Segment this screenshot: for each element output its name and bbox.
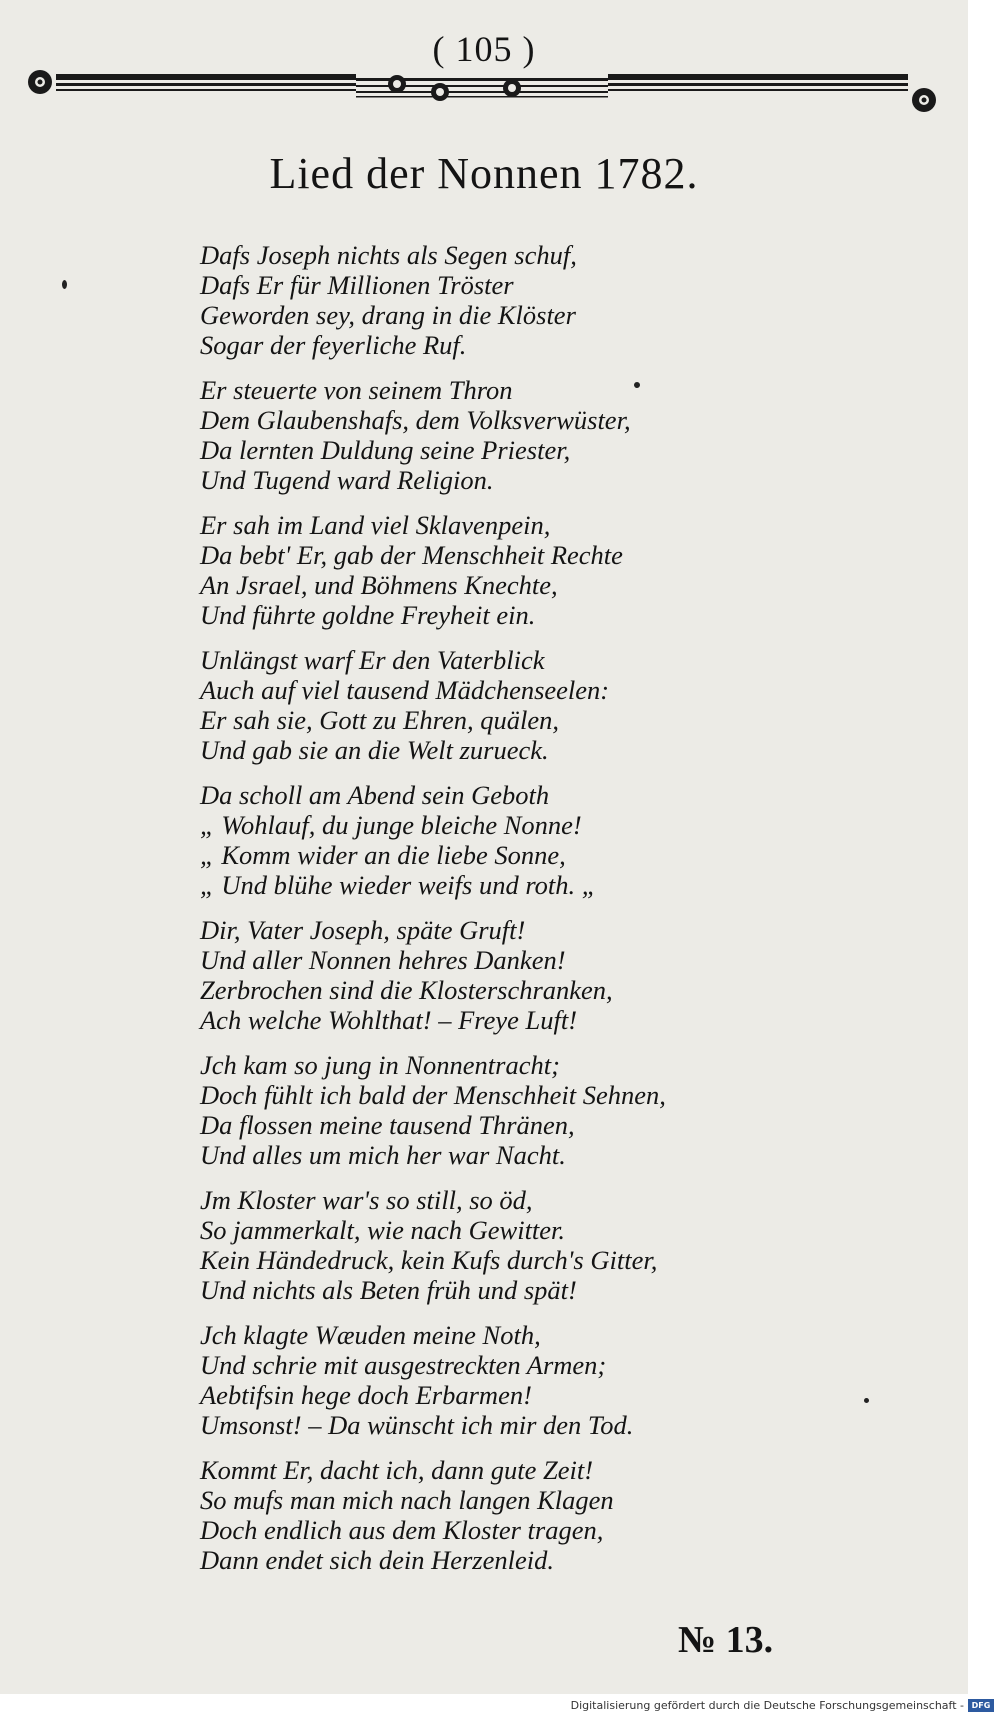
- verse-line: Da bebt' Er, gab der Menschheit Rechte: [200, 540, 623, 570]
- ornamental-rule: [22, 70, 942, 120]
- stanza: [200, 1320, 940, 1440]
- verse-line: „ Und blühe wieder weifs und roth. „: [200, 870, 597, 900]
- page-number: ( 105 ): [432, 29, 536, 69]
- funding-notice: Digitalisierung gefördert durch die Deutsche Forschungsgemeinschaft -: [570, 1699, 964, 1712]
- ink-speck: [634, 382, 640, 388]
- verse-line: Er sah sie, Gott zu Ehren, quälen,: [200, 705, 559, 735]
- verse-line: Und führte goldne Freyheit ein.: [200, 600, 536, 630]
- verse-line: Dann endet sich dein Herzenleid.: [200, 1545, 554, 1575]
- stanza: [200, 1050, 940, 1170]
- verse-line: Dir, Vater Joseph, späte Gruft!: [200, 915, 526, 945]
- verse-line: Und gab sie an die Welt zurueck.: [200, 735, 549, 765]
- verse-line: „ Komm wider an die liebe Sonne,: [200, 840, 566, 870]
- verse-line: So mufs man mich nach langen Klagen: [200, 1485, 614, 1515]
- stanza: [200, 645, 940, 765]
- verse-line: Und aller Nonnen hehres Danken!: [200, 945, 566, 975]
- verse-line: Kommt Er, dacht ich, dann gute Zeit!: [200, 1455, 594, 1485]
- verse-line: An Jsrael, und Böhmens Knechte,: [200, 570, 558, 600]
- verse-line: Zerbrochen sind die Klosterschranken,: [200, 975, 613, 1005]
- verse-line: Geworden sey, drang in die Klöster: [200, 300, 576, 330]
- verse-line: Und schrie mit ausgestreckten Armen;: [200, 1350, 607, 1380]
- verse-line: So jammerkalt, wie nach Gewitter.: [200, 1215, 566, 1245]
- verse-line: Ach welche Wohlthat! – Freye Luft!: [200, 1005, 578, 1035]
- verse-line: „ Wohlauf, du junge bleiche Nonne!: [200, 810, 582, 840]
- verse-line: Doch endlich aus dem Kloster tragen,: [200, 1515, 604, 1545]
- verse-line: Dafs Joseph nichts als Segen schuf,: [200, 240, 577, 270]
- ink-speck: [62, 280, 67, 289]
- stanza: [200, 780, 940, 900]
- verse-line: Und alles um mich her war Nacht.: [200, 1140, 566, 1170]
- verse-line: Umsonst! – Da wünscht ich mir den Tod.: [200, 1410, 634, 1440]
- verse-line: Und Tugend ward Religion.: [200, 465, 494, 495]
- verse-line: Da flossen meine tausend Thränen,: [200, 1110, 575, 1140]
- stanza: [200, 1455, 940, 1575]
- rosette-right-icon: [912, 88, 936, 112]
- verse-line: Doch fühlt ich bald der Menschheit Sehnen,: [200, 1080, 666, 1110]
- verse-line: Aebtifsin hege doch Erbarmen!: [200, 1380, 532, 1410]
- stanza: [200, 240, 940, 360]
- verse-line: Er steuerte von seinem Thron: [200, 375, 513, 405]
- verse-line: Kein Händedruck, kein Kufs durch's Gitter,: [200, 1245, 658, 1275]
- verse-line: Da lernten Duldung seine Priester,: [200, 435, 571, 465]
- dfg-logo: DFG: [968, 1699, 994, 1712]
- stanza: [200, 375, 940, 495]
- verse-line: Auch auf viel tausend Mädchenseelen:: [200, 675, 610, 705]
- footer-bar: [0, 1696, 1000, 1716]
- stanza: [200, 915, 940, 1035]
- verse-line: Jch klagte Wæuden meine Noth,: [200, 1320, 541, 1350]
- rosette-left-icon: [28, 70, 52, 94]
- poem-title: Lied der Nonnen 1782.: [269, 149, 699, 198]
- verse-line: Unlängst warf Er den Vaterblick: [200, 645, 545, 675]
- verse-line: Sogar der feyerliche Ruf.: [200, 330, 467, 360]
- verse-line: Da scholl am Abend sein Geboth: [200, 780, 550, 810]
- verse-line: Und nichts als Beten früh und spät!: [200, 1275, 577, 1305]
- verse-line: Dafs Er für Millionen Tröster: [200, 270, 514, 300]
- verse-line: Dem Glaubenshafs, dem Volksverwüster,: [200, 405, 631, 435]
- stanza: [200, 510, 940, 630]
- poem-body: [200, 240, 940, 1590]
- signature-number: № 13.: [678, 1619, 774, 1661]
- stanza: [200, 1185, 940, 1305]
- verse-line: Jch kam so jung in Nonnentracht;: [200, 1050, 560, 1080]
- ink-speck: [864, 1398, 869, 1403]
- verse-line: Jm Kloster war's so still, so öd,: [200, 1185, 533, 1215]
- verse-line: Er sah im Land viel Sklavenpein,: [200, 510, 551, 540]
